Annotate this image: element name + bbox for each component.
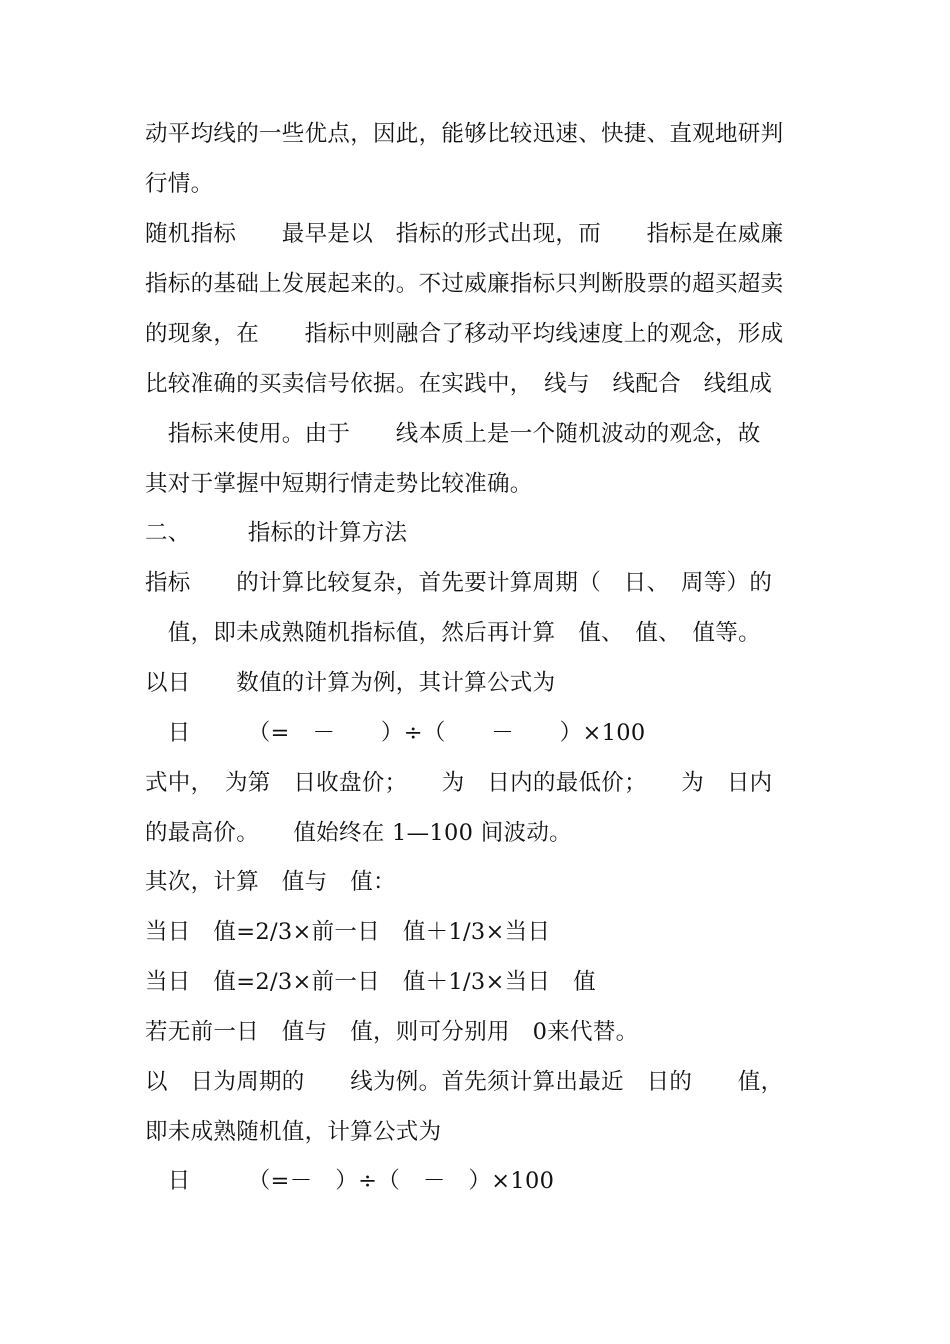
paragraph-line: 比较准确的买卖信号依据。在实践中， 线与 线配合 线组成 xyxy=(145,371,773,397)
paragraph-line: 行情。 xyxy=(145,171,214,197)
formula-line: 当日 值=2/3×前一日 值＋1/3×当日 xyxy=(145,919,551,945)
paragraph-line: 动平均线的一些优点，因此，能够比较迅速、快捷、直观地研判 xyxy=(145,121,784,147)
paragraph-line: 指标的基础上发展起来的。不过威廉指标只判断股票的超买超卖 xyxy=(145,271,784,297)
section-heading: 二、 指标的计算方法 xyxy=(145,520,408,546)
formula-line: 当日 值=2/3×前一日 值＋1/3×当日 值 xyxy=(145,969,596,995)
paragraph-line: 随机指标 最早是以 指标的形式出现，而 指标是在威廉 xyxy=(145,221,784,247)
paragraph-line: 式中， 为第 日收盘价； 为 日内的最低价； 为 日内 xyxy=(145,770,773,796)
paragraph-line: 若无前一日 值与 值，则可分别用 0来代替。 xyxy=(145,1019,639,1045)
paragraph-line: 其对于掌握中短期行情走势比较准确。 xyxy=(145,471,533,497)
paragraph-line: 以 日为周期的 线为例。首先须计算出最近 日的 值， xyxy=(145,1069,784,1095)
paragraph-line: 的最高价。 值始终在 1—100 间波动。 xyxy=(145,820,572,846)
paragraph-line: 的现象，在 指标中则融合了移动平均线速度上的观念，形成 xyxy=(145,321,784,347)
formula-line: 日 （=－ ）÷（ － ）×100 xyxy=(145,1168,555,1194)
paragraph-line: 值，即未成熟随机指标值，然后再计算 值、 值、 值等。 xyxy=(145,620,761,646)
paragraph-line: 其次，计算 值与 值： xyxy=(145,869,396,895)
paragraph-line: 指标 的计算比较复杂，首先要计算周期（ 日、 周等）的 xyxy=(145,570,773,596)
paragraph-line: 以日 数值的计算为例，其计算公式为 xyxy=(145,670,556,696)
formula-line: 日 （= － ）÷（ － ）×100 xyxy=(145,720,646,746)
paragraph-line: 即未成熟随机值，计算公式为 xyxy=(145,1119,442,1145)
paragraph-line: 指标来使用。由于 线本质上是一个随机波动的观念，故 xyxy=(145,421,761,447)
